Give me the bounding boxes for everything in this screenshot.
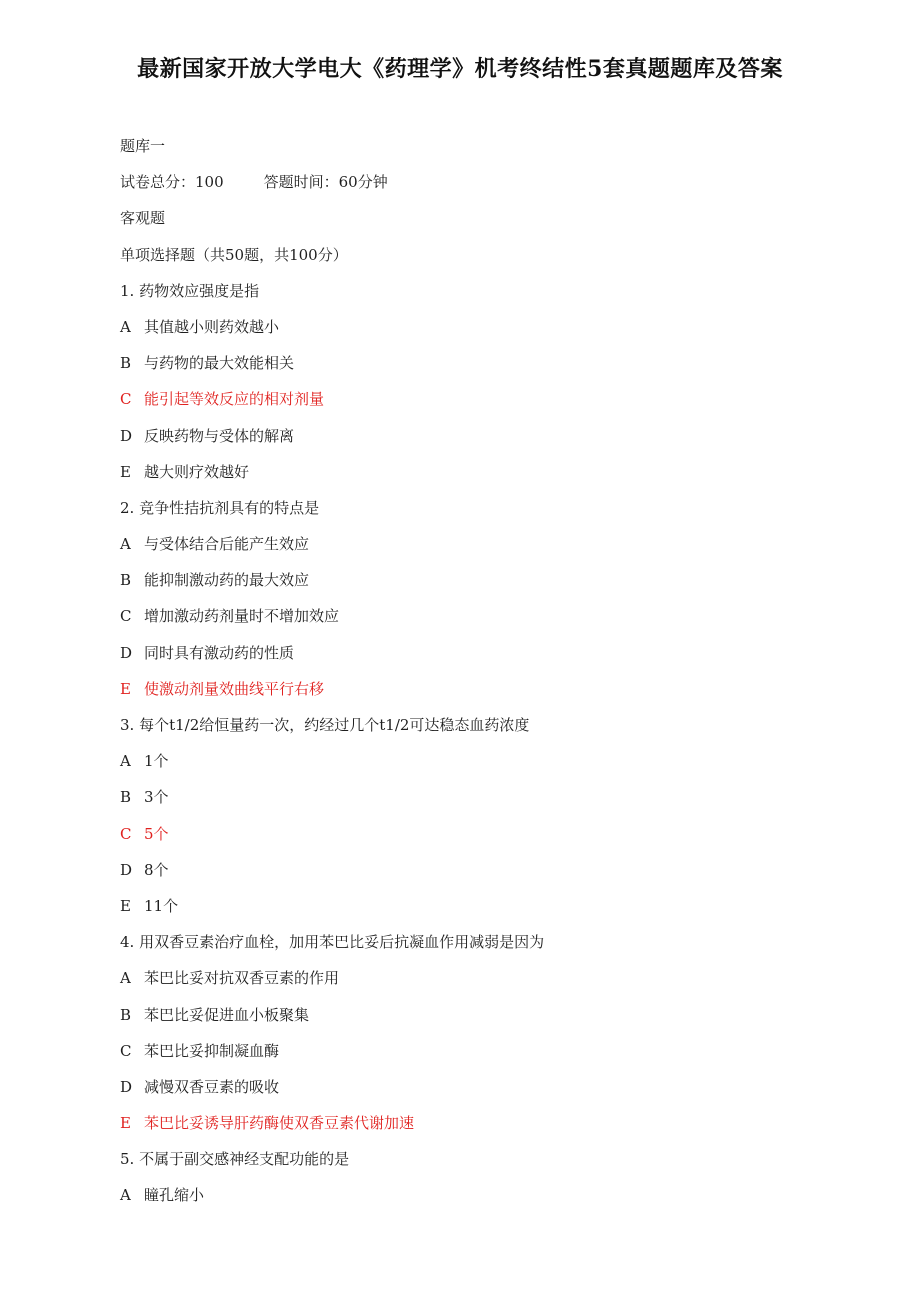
option-letter: D xyxy=(120,426,133,445)
option-letter: C xyxy=(120,390,132,409)
option-row xyxy=(120,1041,880,1077)
option-row xyxy=(120,643,880,679)
option-row xyxy=(120,353,880,389)
option-letter: A xyxy=(120,535,131,554)
option-text: 同时具有激动药的性质 xyxy=(144,643,295,662)
option-text: 使激动剂量效曲线平行右移 xyxy=(144,679,325,698)
option-letter: C xyxy=(120,607,132,626)
option-letter: B xyxy=(120,354,132,373)
option-text: 3个 xyxy=(144,788,169,807)
question-stem: 1. 药物效应强度是指 xyxy=(120,281,260,300)
option-row xyxy=(120,968,880,1004)
option-text: 减慢双香豆素的吸收 xyxy=(144,1077,280,1096)
option-row xyxy=(120,1185,880,1221)
option-row xyxy=(120,860,880,896)
option-text: 与受体结合后能产生效应 xyxy=(144,535,310,554)
section-heading: 单项选择题（共50题，共100分） xyxy=(120,245,348,264)
option-letter: A xyxy=(120,969,131,988)
option-letter: A xyxy=(120,752,131,771)
option-row-correct-answer xyxy=(120,389,880,425)
option-letter: D xyxy=(120,643,133,662)
option-text: 1个 xyxy=(144,752,169,771)
option-row xyxy=(120,751,880,787)
option-text: 苯巴比妥对抗双香豆素的作用 xyxy=(144,969,340,988)
option-row-correct-answer xyxy=(120,679,880,715)
option-row xyxy=(120,1005,880,1041)
option-text: 与药物的最大效能相关 xyxy=(144,354,295,373)
option-letter: A xyxy=(120,317,131,336)
option-letter: B xyxy=(120,788,132,807)
option-letter: E xyxy=(120,896,131,915)
option-row xyxy=(120,534,880,570)
question-stem: 5. 不属于副交感神经支配功能的是 xyxy=(120,1150,350,1169)
option-row xyxy=(120,426,880,462)
document-body xyxy=(120,136,880,1222)
option-letter: A xyxy=(120,1186,131,1205)
document-title: 最新国家开放大学电大《药理学》机考终结性5套真题题库及答案 xyxy=(137,56,783,82)
exam-meta xyxy=(120,172,880,208)
question-stem: 4. 用双香豆素治疗血栓，加用苯巴比妥后抗凝血作用减弱是因为 xyxy=(120,933,545,952)
option-row-correct-answer xyxy=(120,1113,880,1149)
option-row xyxy=(120,570,880,606)
section-type: 客观题 xyxy=(120,209,166,228)
option-letter: B xyxy=(120,1005,132,1024)
question-stem: 3. 每个t1/2给恒量药一次，约经过几个t1/2可达稳态血药浓度 xyxy=(120,716,530,734)
option-text: 11个 xyxy=(144,896,179,915)
option-text: 5个 xyxy=(144,824,169,843)
option-row xyxy=(120,1077,880,1113)
option-text: 其值越小则药效越小 xyxy=(144,317,280,336)
option-text: 能抑制激动药的最大效应 xyxy=(144,571,310,590)
option-row xyxy=(120,896,880,932)
question-stem: 2. 竞争性拮抗剂具有的特点是 xyxy=(120,498,320,517)
option-text: 能引起等效反应的相对剂量 xyxy=(144,390,325,409)
option-text: 反映药物与受体的解离 xyxy=(144,426,295,445)
option-row xyxy=(120,606,880,642)
option-letter: E xyxy=(120,679,131,698)
option-text: 苯巴比妥促进血小板聚集 xyxy=(144,1005,310,1024)
option-row-correct-answer xyxy=(120,824,880,860)
option-row xyxy=(120,787,880,823)
option-letter: C xyxy=(120,824,132,843)
option-text: 8个 xyxy=(144,860,169,879)
option-letter: E xyxy=(120,1114,131,1133)
total-score: 试卷总分：100 xyxy=(120,173,224,192)
option-row xyxy=(120,462,880,498)
option-text: 瞳孔缩小 xyxy=(144,1186,205,1205)
option-text: 越大则疗效越好 xyxy=(144,462,250,481)
option-letter: C xyxy=(120,1041,132,1060)
option-text: 苯巴比妥诱导肝药酶使双香豆素代谢加速 xyxy=(144,1114,415,1133)
option-text: 增加激动药剂量时不增加效应 xyxy=(144,607,340,626)
option-text: 苯巴比妥抑制凝血酶 xyxy=(144,1041,280,1060)
question-list xyxy=(120,281,880,1222)
option-letter: E xyxy=(120,462,131,481)
bank-label: 题库一 xyxy=(120,137,166,155)
option-letter: B xyxy=(120,571,132,590)
answer-time: 答题时间：60分钟 xyxy=(263,173,388,192)
option-letter: D xyxy=(120,860,133,879)
option-row xyxy=(120,317,880,353)
option-letter: D xyxy=(120,1077,133,1096)
